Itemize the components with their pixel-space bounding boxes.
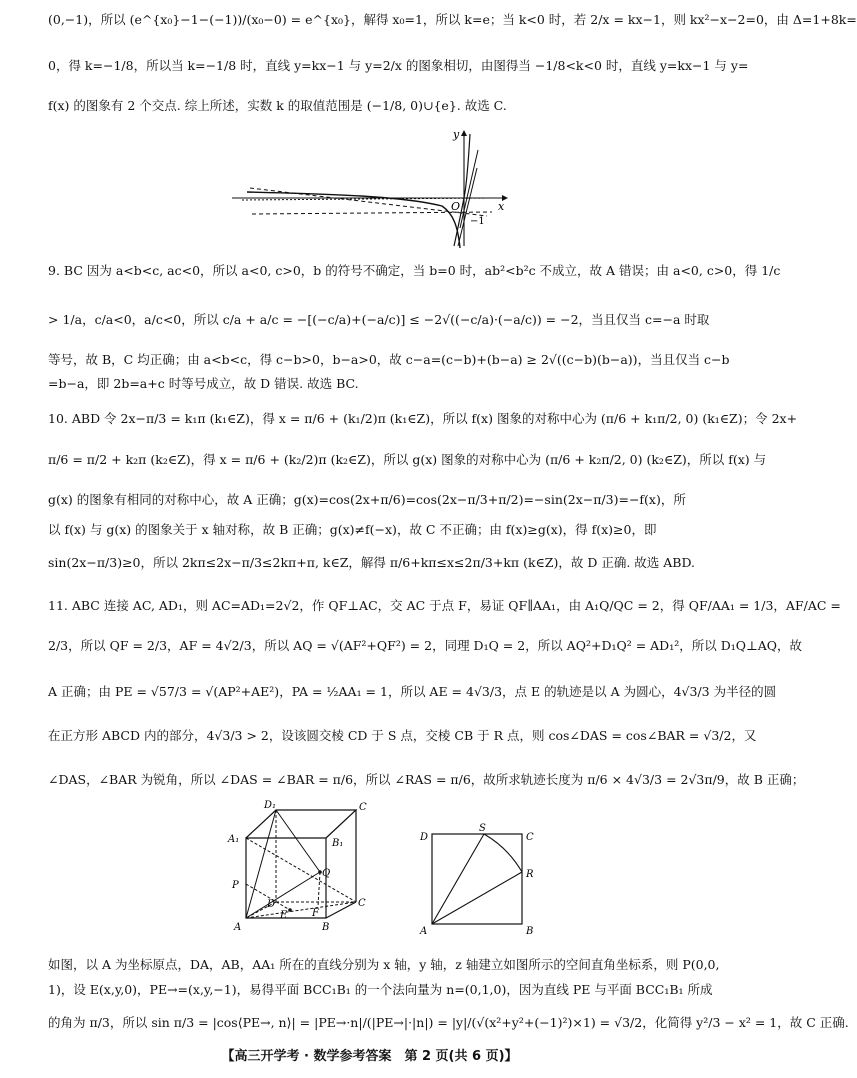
cube-label-a: A [234,922,242,933]
text-line-1: (0,−1)，所以 (e^{x₀}−1−(−1))/(x₀−0) = e^{x₀}，解得 x₀=1，所以 k=e；当 k<0 时，若 2/x = kx−1，则 kx²−x−2=0，由 Δ=1+8k= [48,12,857,27]
text-line-13: 11. ABC 连接 AC, AD₁，则 AC=AD₁=2√2，作 QF⊥AC，交 AC 于点 F，易证 QF∥AA₁，由 A₁Q/QC = 2，得 QF/AA₁ = 1/3，AF/AC = [48,598,841,613]
text-line-19: 1)，设 E(x,y,0)，PE→=(x,y,−1)，易得平面 BCC₁B₁ 的一个法向量为 n=(0,1,0)，因为直线 PE 与平面 BCC₁B₁ 所成 [48,982,713,997]
text-line-5: > 1/a，c/a<0，a/c<0，所以 c/a + a/c = −[(−c/a)+(−a/c)] ≤ −2√((−c/a)·(−a/c)) = −2，当且仅当 c=−a 时取 [48,312,710,327]
text-line-7: =b−a，即 2b=a+c 时等号成立，故 D 错误. 故选 BC. [48,376,359,391]
text-line-6: 等号，故 B，C 均正确；由 a<b<c，得 c−b>0，b−a>0，故 c−a=(c−b)+(b−a) ≥ 2√((c−b)(b−a))，当且仅当 c−b [48,352,730,367]
cube-label-d: D [267,899,276,910]
text-line-2: 0，得 k=−1/8，所以当 k=−1/8 时，直线 y=kx−1 与 y=2/x 的图象相切，由图得当 −1/8<k<0 时，直线 y=kx−1 与 y= [48,58,749,73]
square-figure [416,822,546,940]
text-line-3: f(x) 的图象有 2 个交点. 综上所述，实数 k 的取值范围是 (−1/8, 0)∪{e}. 故选 C. [48,98,507,113]
cube-label-q: Q [322,868,331,879]
square-label-d: D [420,832,429,843]
square-label-b: B [526,926,534,937]
text-line-9: π/6 = π/2 + k₂π (k₂∈Z)，得 x = π/6 + (k₂/2)π (k₂∈Z)，所以 g(x) 图象的对称中心为 (π/6 + k₂π/2, 0) (k₂∈Z)，所以 f(x) 与 [48,452,767,467]
cube-figure [222,798,367,938]
graph-y-label: y [453,128,460,141]
dashed-line-1 [252,212,492,214]
cube-label-p: P [232,880,239,891]
curve-left-branch [247,192,460,248]
line-steep [458,168,477,246]
cube-label-a1: A₁ [228,834,240,845]
text-line-8: 10. ABD 令 2x−π/3 = k₁π (k₁∈Z)，得 x = π/6 + (k₁/2)π (k₁∈Z)，所以 f(x) 图象的对称中心为 (π/6 + k₁π/2, 0) (k₁∈Z)；令 2x+ [48,411,798,426]
cube-label-e: E [280,910,288,921]
function-graph-figure [232,128,512,250]
text-line-18: 如图，以 A 为坐标原点，DA，AB，AA₁ 所在的直线分别为 x 轴，y 轴，z 轴建立如图所示的空间直角坐标系，则 P(0,0, [48,957,720,972]
text-line-14: 2/3，所以 QF = 2/3，AF = 4√2/3，所以 AQ = √(AF²+QF²) = 2，同理 D₁Q = 2，所以 AQ²+D₁Q² = AD₁²，所以 D₁Q⊥AQ，故 [48,638,803,653]
text-line-16: 在正方形 ABCD 内的部分，4√3/3 > 2，设该圆交棱 CD 于 S 点，交棱 CB 于 R 点，则 cos∠DAS = cos∠BAR = √3/2，又 [48,728,757,743]
cube-label-c: C [358,898,366,909]
graph-origin-label: O [451,200,461,213]
text-line-15: A 正确；由 PE = √57/3 = √(AP²+AE²)，PA = ½AA₁ = 1，所以 AE = 4√3/3，点 E 的轨迹是以 A 为圆心，4√3/3 为半径的圆 [48,684,777,699]
text-line-10: g(x) 的图象有相同的对称中心，故 A 正确；g(x)=cos(2x+π/6)=cos(2x−π/3+π/2)=−sin(2x−π/3)=−f(x)，所 [48,492,686,507]
cube-label-b: B [322,922,330,933]
text-line-11: 以 f(x) 与 g(x) 的图象关于 x 轴对称，故 B 正确；g(x)≠f(−x)，故 C 不正确；由 f(x)≥g(x)，得 f(x)≥0，即 [48,522,657,537]
text-line-17: ∠DAS，∠BAR 为锐角，所以 ∠DAS = ∠BAR = π/6，所以 ∠RAS = π/6，故所求轨迹长度为 π/6 × 4√3/3 = 2√3π/9，故 B 正确； [48,772,805,787]
graph-minus-one-label: −1 [470,216,485,227]
square-label-r: R [526,869,534,880]
cube-label-f: F [312,908,319,919]
page-footer: 【高三开学考 · 数学参考答案 第 2 页(共 6 页)】 [221,1049,518,1064]
square-label-s: S [479,823,486,834]
text-line-4: 9. BC 因为 a<b<c, ac<0，所以 a<0, c>0，b 的符号不确定，当 b=0 时，ab²<b²c 不成立，故 A 错误；由 a<0, c>0，得 1/c [48,263,781,278]
square-label-c: C [526,832,534,843]
text-line-12: sin(2x−π/3)≥0，所以 2kπ≤2x−π/3≤2kπ+π, k∈Z，解得 π/6+kπ≤x≤2π/3+kπ (k∈Z)，故 D 正确. 故选 ABD. [48,555,696,570]
graph-x-label: x [498,200,505,213]
square-label-a: A [420,926,428,937]
cube-label-b1: B₁ [332,838,344,849]
cube-label-d1: D₁ [264,800,277,811]
text-line-20: 的角为 π/3，所以 sin π/3 = |cos⟨PE→, n⟩| = |PE→·n|/(|PE→|·|n|) = |y|/(√(x²+y²+(−1)²)×1) = √3/2，化简得 y²/3 − x² = 1，故 C 正确. [48,1015,849,1030]
cube-label-c1: C [359,802,367,813]
